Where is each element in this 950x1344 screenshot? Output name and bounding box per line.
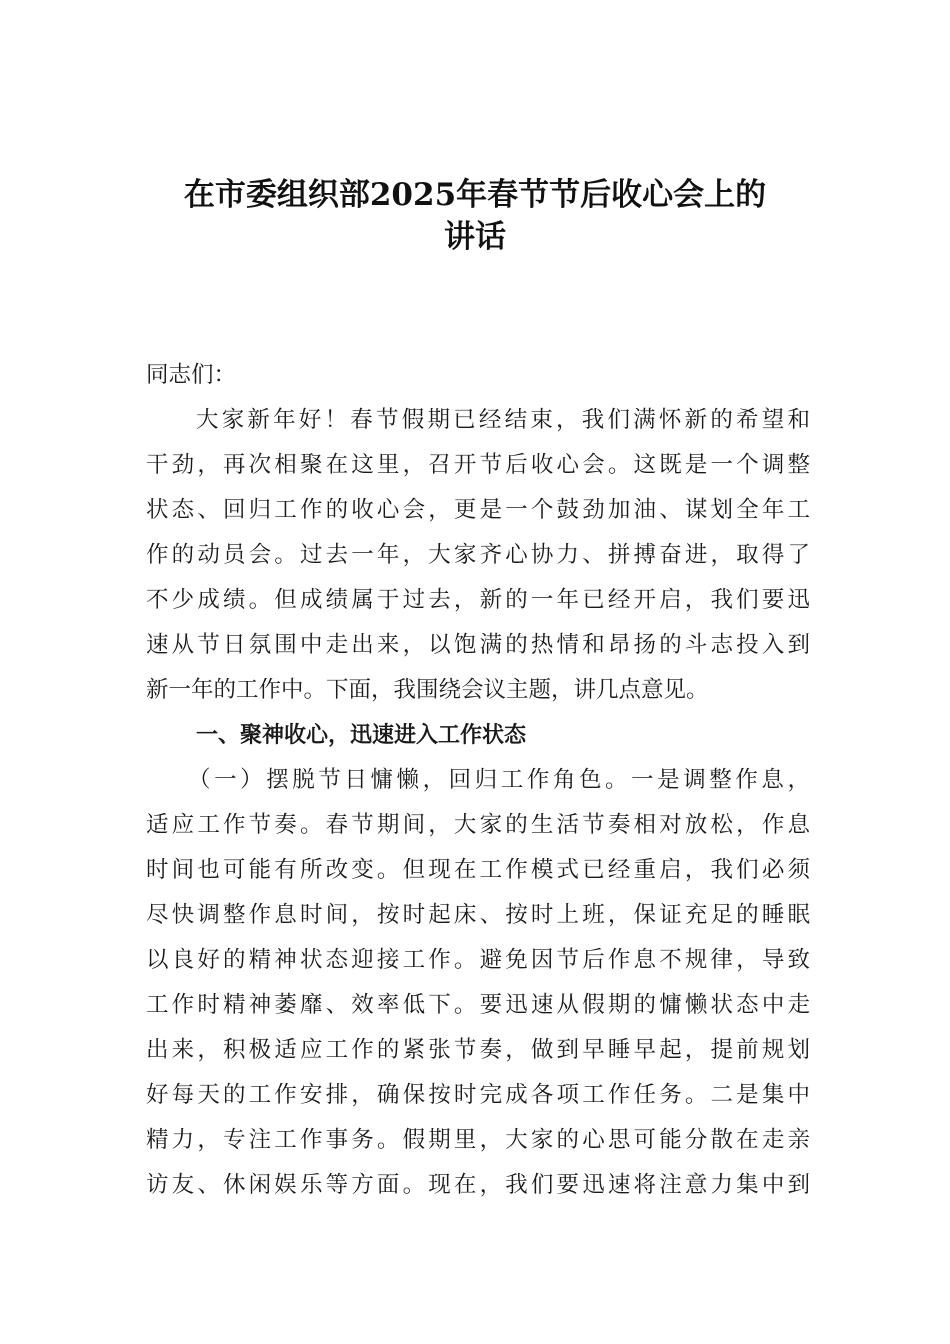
body-line: 干劲，再次相聚在这里，召开节后收心会。这既是一个调整 bbox=[146, 452, 810, 478]
body-line: 时间也可能有所改变。但现在工作模式已经重启，我们必须 bbox=[146, 857, 810, 883]
body-line: 访友、休闲娱乐等方面。现在，我们要迅速将注意力集中到 bbox=[146, 1172, 810, 1198]
body-line: 出来，积极适应工作的紧张节奏，做到早睡早起，提前规划 bbox=[146, 1037, 810, 1063]
body-line: 好每天的工作安排，确保按时完成各项工作任务。二是集中 bbox=[146, 1082, 810, 1108]
body-line: 以良好的精神状态迎接工作。避免因节后作息不规律，导致 bbox=[146, 947, 810, 973]
body-line: 工作时精神萎靡、效率低下。要迅速从假期的慵懒状态中走 bbox=[146, 992, 810, 1018]
body-line: 状态、回归工作的收心会，更是一个鼓劲加油、谋划全年工 bbox=[146, 497, 810, 523]
body-line: 新一年的工作中。下面，我围绕会议主题，讲几点意见。 bbox=[146, 677, 709, 703]
document-title-line-2: 讲话 bbox=[444, 219, 506, 255]
document-body bbox=[146, 353, 810, 1208]
body-line: 速从节日氛围中走出来，以饱满的热情和昂扬的斗志投入到 bbox=[146, 632, 810, 658]
body-line: 不少成绩。但成绩属于过去，新的一年已经开启，我们要迅 bbox=[146, 587, 810, 613]
body-line: 适应工作节奏。春节期间，大家的生活节奏相对放松，作息 bbox=[146, 812, 810, 838]
section-heading: 一、聚神收心，迅速进入工作状态 bbox=[196, 723, 527, 748]
document-title-line-1: 在市委组织部2025年春节节后收心会上的 bbox=[183, 177, 767, 213]
body-line: 作的动员会。过去一年，大家齐心协力、拼搏奋进，取得了 bbox=[146, 542, 810, 568]
body-line: 精力，专注工作事务。假期里，大家的心思可能分散在走亲 bbox=[146, 1127, 810, 1153]
body-line: （一）摆脱节日慵懒，回归工作角色。一是调整作息， bbox=[188, 767, 810, 793]
body-line: 尽快调整作息时间，按时起床、按时上班，保证充足的睡眠 bbox=[146, 902, 810, 928]
salutation: 同志们： bbox=[146, 362, 237, 388]
body-line: 大家新年好！春节假期已经结束，我们满怀新的希望和 bbox=[196, 407, 810, 433]
